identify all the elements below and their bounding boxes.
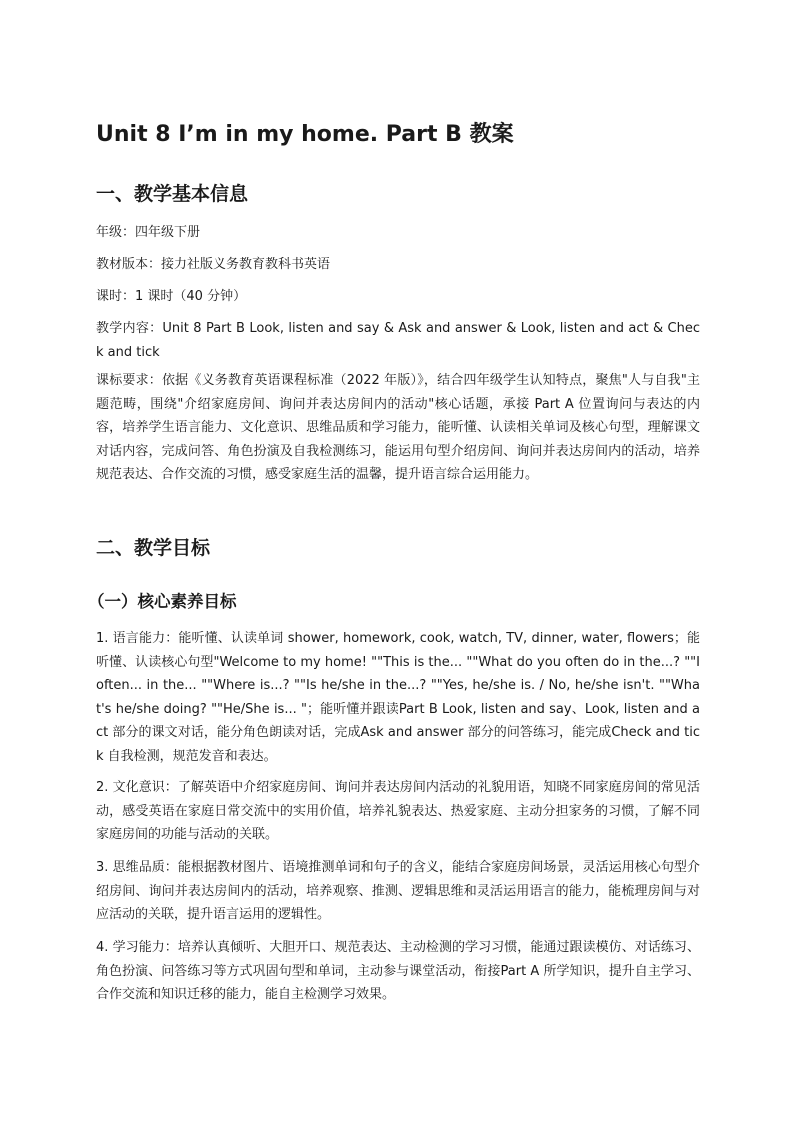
objective-item-thinking: 3. 思维品质：能根据教材图片、语境推测单词和句子的含义，能结合家庭房间场景，灵活运用核心句型介绍房间、询问并表达房间内的活动，培养观察、推测、逻辑思维和灵活运用语言的能力，能梳理房间与对应活动的关联，提升语言运用的逻辑性。 xyxy=(96,860,700,922)
section-heading-basic-info: 一、教学基本信息 xyxy=(96,183,249,205)
content-paragraph: 教学内容：Unit 8 Part B Look, listen and say & Ask and answer & Look, listen and act & Check and tick xyxy=(96,321,700,360)
grade-line: 年级：四年级下册 xyxy=(96,225,201,240)
objective-item-language: 1. 语言能力：能听懂、认读单词 shower, homework, cook, watch, TV, dinner, water, flowers；能听懂、认读核心句型"Welcome to my home! ""This is the... ""What do you often do in the...? ""I often... in the... ""Where is...? ""Is he/she in the...? ""Yes, he/she is. / No, he/she isn't. ""What's he/she doing? ""He/She is... "；能听懂并跟读Part B Look, listen and say、Look, listen and act 部分的课文对话，能分角色朗读对话，完成Ask and answer 部分的问答练习，能完成Check and tick 自我检测，规范发音和表达。 xyxy=(96,631,700,764)
edition-line: 教材版本：接力社版义务教育教科书英语 xyxy=(96,257,331,272)
section-heading-objectives: 二、教学目标 xyxy=(96,537,211,559)
standard-paragraph: 课标要求：依据《义务教育英语课程标准（2022 年版）》，结合四年级学生认知特点，聚焦"人与自我"主题范畴，围绕"介绍家庭房间、询问并表达房间内的活动"核心话题，承接 Part A 位置询问与表达的内容，培养学生语言能力、文化意识、思维品质和学习能力，能听懂、认读相关单词及核心句型，理解课文对话内容，完成问答、角色扮演及自我检测练习，能运用句型介绍房间、询问并表达房间内的活动，培养规范表达、合作交流的习惯，感受家庭生活的温馨，提升语言综合运用能力。 xyxy=(96,373,700,482)
objective-item-learning: 4. 学习能力：培养认真倾听、大胆开口、规范表达、主动检测的学习习惯，能通过跟读模仿、对话练习、角色扮演、问答练习等方式巩固句型和单词，主动参与课堂活动，衔接Part A 所学知识，提升自主学习、合作交流和知识迁移的能力，能自主检测学习效果。 xyxy=(96,940,700,1002)
document-title: Unit 8 I’m in my home. Part B 教案 xyxy=(96,122,514,147)
hours-line: 课时：1 课时（40 分钟） xyxy=(96,289,247,304)
objective-item-culture: 2. 文化意识：了解英语中介绍家庭房间、询问并表达房间内活动的礼貌用语，知晓不同家庭房间的常见活动，感受英语在家庭日常交流中的实用价值，培养礼貌表达、热爱家庭、主动分担家务的习惯，了解不同家庭房间的功能与活动的关联。 xyxy=(96,780,700,842)
subheading-core-literacy: （一）核心素养目标 xyxy=(88,592,237,611)
